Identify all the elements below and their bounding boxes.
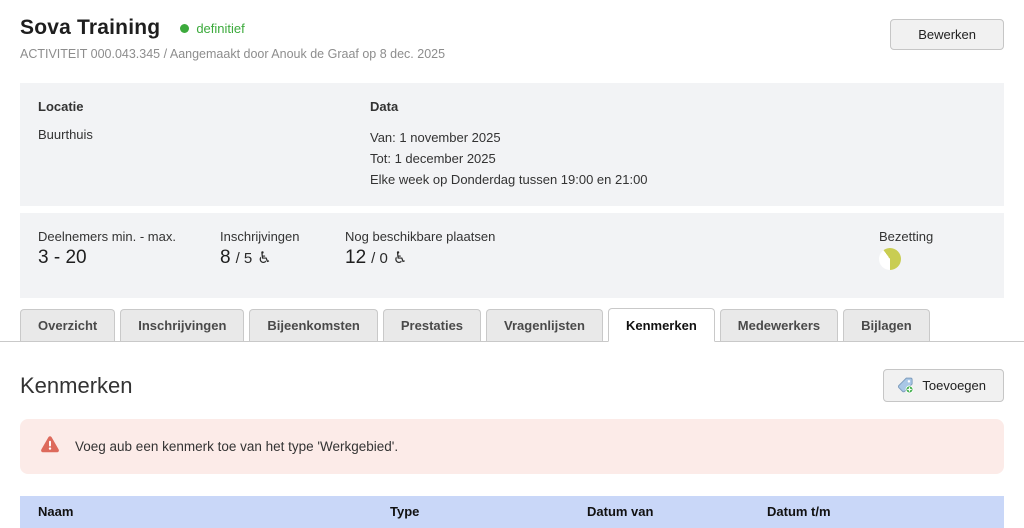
location-label: Locatie: [38, 99, 84, 114]
column-header-type: Type: [390, 504, 420, 519]
stat-occupancy: [879, 229, 986, 270]
participants-value: 3 - 20: [38, 247, 87, 268]
activity-subtitle: ACTIVITEIT 000.043.345 / Aangemaakt door Anouk de Graaf op 8 dec. 2025: [20, 47, 446, 61]
available-label: Nog beschikbare plaatsen: [345, 229, 496, 244]
section-header: [20, 369, 1004, 402]
warning-triangle-icon: [40, 435, 60, 458]
dates-label: Data: [370, 99, 399, 114]
tab-medewerkers[interactable]: Medewerkers: [720, 309, 838, 341]
column-header-naam: Naam: [38, 504, 74, 519]
info-panel: [20, 83, 1004, 206]
status-dot-icon: [180, 24, 189, 33]
add-tag-icon: [897, 377, 914, 394]
tab-kenmerken[interactable]: Kenmerken: [608, 308, 715, 342]
participants-label: Deelnemers min. - max.: [38, 229, 176, 244]
column-header-datum-tm: Datum t/m: [767, 504, 831, 519]
page-title: Sova Training: [20, 16, 161, 39]
tab-bijeenkomsten[interactable]: Bijeenkomsten: [249, 309, 377, 341]
column-header-datum-van: Datum van: [587, 504, 654, 519]
registrations-wheelchair-count: / 5: [235, 250, 253, 267]
available-wheelchair-count: / 0: [371, 250, 388, 267]
page-header: [0, 0, 1024, 61]
tab-prestaties[interactable]: Prestaties: [383, 309, 481, 341]
tab-bar: [0, 308, 1024, 342]
tab-bijlagen[interactable]: Bijlagen: [843, 309, 930, 341]
warning-message: Voeg aub een kenmerk toe van het type 'Werkgebied'.: [75, 439, 399, 454]
add-kenmerk-button[interactable]: [883, 369, 1004, 402]
status-badge: [180, 21, 244, 36]
warning-alert: [20, 419, 1004, 474]
tab-overzicht[interactable]: Overzicht: [20, 309, 115, 341]
wheelchair-icon: ♿: [392, 250, 408, 267]
registrations-value: 8: [220, 247, 231, 268]
tab-vragenlijsten[interactable]: Vragenlijsten: [486, 309, 603, 341]
location-value: Buurthuis: [38, 127, 93, 142]
status-label: definitief: [196, 20, 245, 36]
wheelchair-icon: ♿: [257, 250, 272, 267]
stat-participants: [38, 229, 220, 269]
stat-available: [345, 229, 495, 269]
add-button-label: Toevoegen: [922, 378, 986, 393]
registrations-label: Inschrijvingen: [220, 229, 300, 244]
date-from: Van: 1 november 2025: [370, 130, 501, 145]
edit-button[interactable]: Bewerken: [890, 19, 1004, 50]
stat-registrations: [220, 229, 345, 269]
date-recurrence: Elke week op Donderdag tussen 19:00 en 21:00: [370, 172, 648, 187]
stats-panel: [20, 213, 1004, 298]
tab-inschrijvingen[interactable]: Inschrijvingen: [120, 309, 244, 341]
occupancy-label: Bezetting: [879, 229, 934, 244]
table-header-row: [20, 496, 1004, 528]
available-value: 12: [345, 247, 367, 268]
date-to: Tot: 1 december 2025: [370, 151, 496, 166]
kenmerken-table: [20, 496, 1004, 528]
occupancy-pie-icon: [879, 248, 901, 270]
section-title: Kenmerken: [20, 372, 133, 398]
